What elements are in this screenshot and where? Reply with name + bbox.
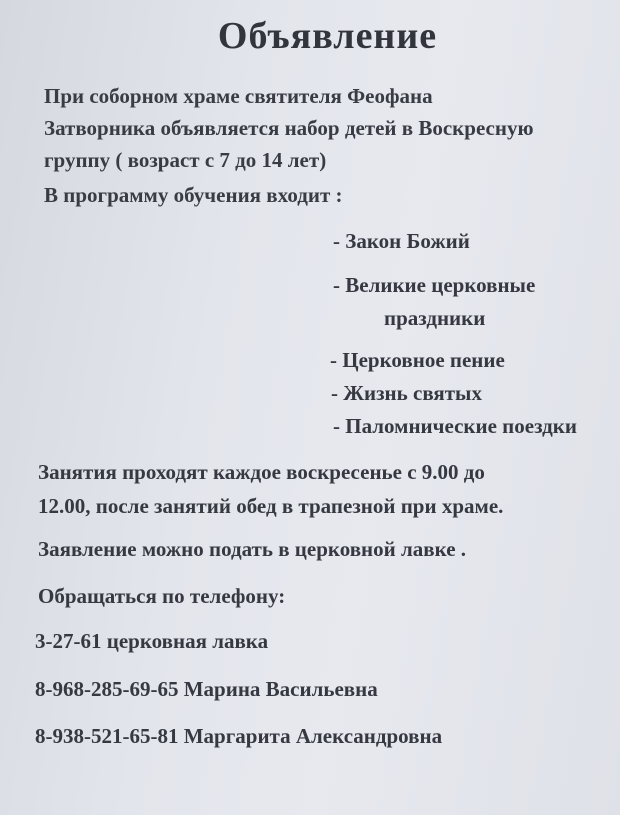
contact-heading: Обращаться по телефону: <box>38 584 286 608</box>
schedule-line: 12.00, после занятий обед в трапезной при храме. <box>38 494 504 518</box>
program-item-great-feasts-cont: праздники <box>384 306 486 330</box>
program-item-law-of-god: - Закон Божий <box>333 229 470 253</box>
schedule-paragraph <box>38 455 503 523</box>
announcement-title: Объявление <box>217 15 438 57</box>
schedule-line: Занятия проходят каждое воскресенье с 9.00 до <box>38 460 485 484</box>
contact-marina: 8-968-285-69-65 Марина Васильевна <box>35 677 378 701</box>
intro-line: группу ( возраст с 7 до 14 лет) <box>44 148 327 172</box>
contact-church-shop: 3-27-61 церковная лавка <box>35 629 269 653</box>
program-item-lives-of-saints: - Жизнь святых <box>331 381 482 405</box>
intro-line: Затворника объявляется набор детей в Воскресную <box>44 116 534 140</box>
program-heading: В программу обучения входит : <box>44 183 343 207</box>
intro-line: При соборном храме святителя Феофана <box>44 84 433 108</box>
application-note: Заявление можно подать в церковной лавке . <box>38 537 467 561</box>
program-item-church-singing: - Церковное пение <box>330 348 505 372</box>
program-item-pilgrimages: - Паломнические поездки <box>333 414 577 438</box>
contact-margarita: 8-938-521-65-81 Маргарита Александровна <box>35 724 443 748</box>
intro-paragraph <box>44 80 620 176</box>
program-item-great-feasts: - Великие церковные <box>333 273 536 297</box>
